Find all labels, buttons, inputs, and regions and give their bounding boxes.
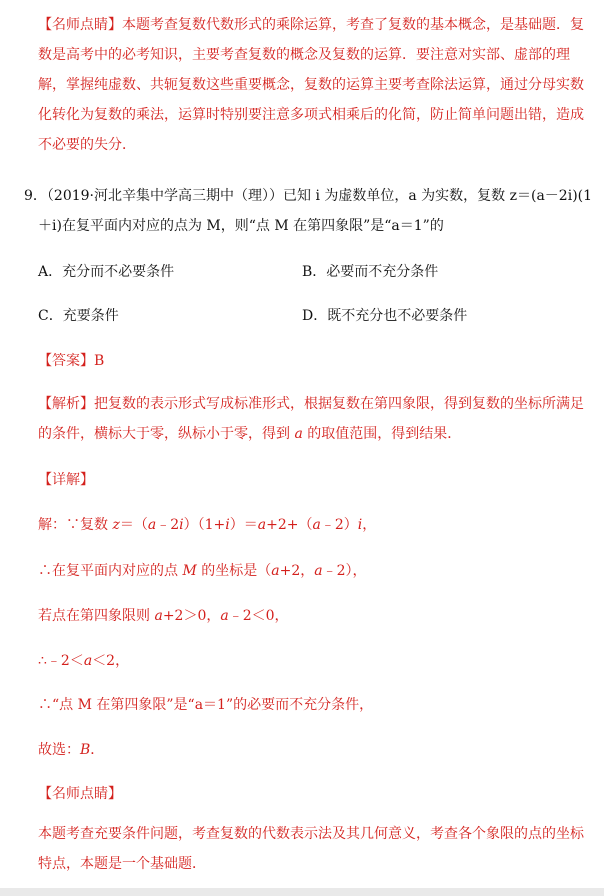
answer: 【答案】B [38,353,105,369]
question-number: 9． [24,188,47,204]
page-bottom-bar [0,888,604,896]
option-a: A．充分而不必要条件 [38,264,175,280]
detail-line-5: ∴“点 M 在第四象限”是“a＝1”的必要而不充分条件， [38,697,374,713]
detail-line-1: 解：∵复数 z＝（a﹣2i）（1+i）＝a+2+（a﹣2）i， [38,517,377,533]
detail-line-6: 故选：B． [38,742,105,758]
detail-line-2: ∴在复平面内对应的点 M 的坐标是（a+2，a﹣2）， [38,563,367,579]
analysis: 【解析】把复数的表示形式写成标准形式，根据复数在第四象限，得到复数的坐标所满足的条件，横标大于零，纵标小于零，得到 a 的取值范围，得到结果． [38,396,584,442]
option-c: C．充要条件 [38,308,119,324]
question-line-1: 9．（2019·河北辛集中学高三期中（理））已知 i 为虚数单位，a 为实数，复数 z＝(a－2i)(1 [24,188,593,204]
tip-label: 【名师点睛】 [38,17,122,33]
bottom-tip-label: 【名师点睛】 [38,786,122,802]
option-b: B．必要而不充分条件 [302,264,439,280]
detail-label: 【详解】 [38,472,94,488]
detail-line-3: 若点在第四象限则 a+2＞0，a﹣2＜0， [38,608,289,624]
tip-text: 本题考查复数代数形式的乘除运算，考查了复数的基本概念，是基础题．复数是高考中的必考知识，主要考查复数的概念及复数的运算．要注意对实部、虚部的理解，掌握纯虚数、共轭复数这些重要概念，复数的运算主要考查除法运算，通过分母实数化转化为复数的乘法，运算时特别要注意多项式相乘后的化简，防止简单问题出错，造成不必要的失分． [38,17,584,153]
top-teacher-tip [38,10,584,160]
detail-line-4: ∴﹣2＜a＜2， [38,653,130,669]
question-line-2: ＋i)在复平面内对应的点为 M，则“点 M 在第四象限”是“a＝1”的 [38,218,444,234]
option-d: D．既不充分也不必要条件 [302,308,468,324]
bottom-teacher-tip: 本题考查充要条件问题，考查复数的代数表示法及其几何意义，考查各个象限的点的坐标特点，本题是一个基础题． [38,826,584,872]
